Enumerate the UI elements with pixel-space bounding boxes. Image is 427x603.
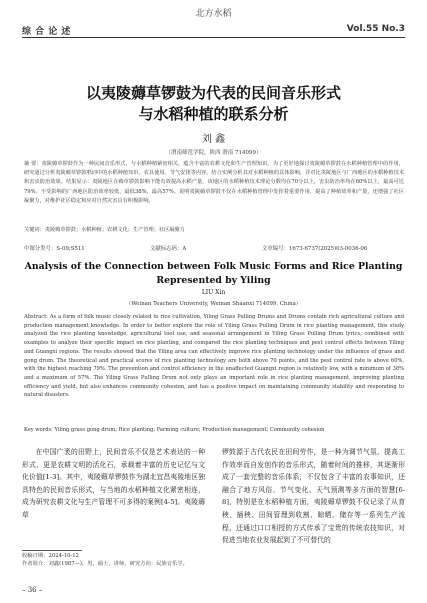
title-en-line-1: Analysis of the Connection between Folk Music Forms and Rice Planting — [24, 261, 403, 272]
abstract-cn: 摘 要：夷陵薅草锣鼓作为一种民间音乐形式，与水稻种植紧密相关，蕴含丰富的农耕文化和生产管理知识。为了更好地探讨夷陵薅草锣鼓在水稻种植管理中的作用，研究通过分析夷陵薅草锣鼓唱词中的水稻种植知识、农具使用、节气安排等内容，结合实例分析其对水稻种植的具体影响，并对比夷陵地区与广西地区的水稻种植技术和害虫防治效果。结果显示：夷陵地区在薅草锣鼓影响下能有效提高水稻产量，该地区的水稻种植技术理论分数均在70分以上，害虫防治率均在60%以上，最高可达79%。不受影响的广西地区防治效率较低，最低38%，最高57%。说明夷陵薅草锣鼓不仅在水稻种植管理中发挥着重要作用，提高了种植效率和产量，还增强了社区凝聚力，对维护社区稳定和应对自然灾害具有积极影响。 — [24, 161, 404, 204]
author-en: LIU Xin — [201, 289, 226, 296]
affiliation-en: （Weinan Teachers University, Weinan Shaanxi 714099, China） — [125, 301, 302, 307]
keywords-en: Key words: Yiling grass gong drum; Rice planting; Farming culture; Production management; Community cohesion — [24, 427, 325, 433]
article-number: 文章编号：1673-6737(2025)03-0036-06 — [262, 246, 368, 252]
title-en-line-2: Represented by Yiling — [156, 275, 271, 286]
received-date: 收稿日期：2024-10-12 — [22, 553, 80, 559]
footnote — [22, 552, 205, 569]
document-code: 文献标志码：A — [150, 246, 187, 252]
title-line-1: 以夷陵薅草锣鼓为代表的民间音乐形式 — [85, 84, 341, 102]
header-rule — [22, 37, 405, 38]
keywords-cn: 关键词：夷陵薅草锣鼓；水稻种植；农耕文化；生产管理；社区凝聚力 — [24, 227, 185, 233]
body-paragraph-left: 在中国广袤的田野上，民间音乐不仅是艺术表达的一种形式，更是农耕文明的活化石，承载着丰富的历史记忆与文化价值[1-3]。其中，夷陵薅草锣鼓作为湖北宜昌夷陵地区独具特色的民间音乐形式，与当地的水稻种植文化紧密相连，成为研究农耕文化与生产管理不可多得的案例[4-5]。夷陵薅草 — [22, 448, 205, 519]
body-column-left — [22, 446, 205, 522]
clc-number: 中图分类号：S-09;S511 — [24, 246, 85, 252]
abstract-en: Abstract: As a form of folk music closely related to rice cultivation, Yiling Grass Pulling Drums and Drums contain rich agricultural culture and production management knowledge. In order to better explore the role of Yiling Grass Pulling Drum in rice planting management, this study analyzed the rice planting knowledge, agricultural tool use, and seasonal arrangement in Yiling Grass Pulling Drum lyrics, combined with examples to analyze their specific impact on rice planting, and compared the rice planting techniques and pest control effects between Yiling and Guangxi regions. The results showed that the Yiling area can effectively improve rice planting technology under the influence of grass and gong drum. The theoretical and practical scores of rice planting technology are both above 70 points, and the pest control rate is above 60%, with the highest reaching 79%. The prevention and control efficiency in the unaffected Guangxi region is relatively low, with a minimum of 38% and a maximum of 57%. The Yiling Grass Pulling Drum not only plays an important role in rice planting management, improving planting efficiency and yield, but also enhances community cohesion, and has a positive impact on maintaining community stability and responding to natural disasters. — [24, 314, 404, 399]
journal-header: 北方水稻 — [195, 9, 232, 19]
body-column-right — [222, 446, 405, 547]
affiliation: （渭南师范学院，陕西 渭南 714099） — [165, 150, 262, 156]
footnote-rule — [22, 550, 82, 551]
body-paragraph-right: 锣鼓源于古代农民在田间劳作，是一种为调节气氛、提高工作效率而自发创作的音乐形式，随着时间的推移，其逐渐形成了一套完整的音乐体系，不仅包含了丰富的农事知识，还融合了地方风俗、节气变化、天气预测等多方面的智慧[6-8]，特别是在水稻种植方面，夷陵薅草锣鼓不仅记录了从育秧、插秧、田间管理到收割、晾晒、储存等一系列生产流程，还通过口口相授的方式传承了宝贵的传统农技知识，对促进当地农业发展起到了不可替代的 — [222, 448, 405, 545]
volume-label: Vol.55 No.3 — [346, 24, 405, 34]
author: 刘 鑫 — [201, 134, 226, 145]
author-bio: 作者简介：刘鑫(1987—)，男，硕士，讲师，研究方向：民族音乐学。 — [22, 561, 188, 568]
page-number: – 36 – — [22, 586, 43, 594]
title-line-2: 与水稻种植的联系分析 — [138, 105, 289, 123]
section-label: 综 合 论 述 — [22, 27, 71, 37]
